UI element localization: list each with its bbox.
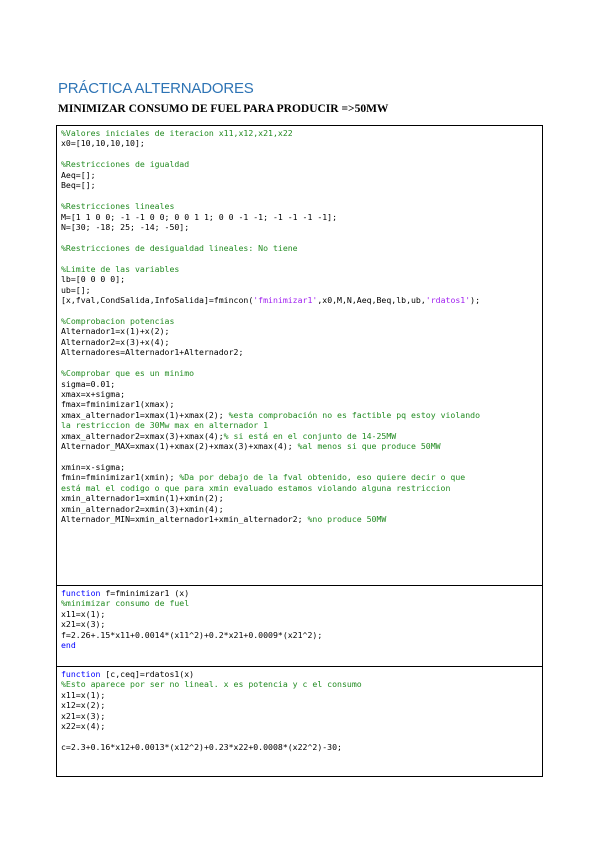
code-comment: %Restricciones de igualdad — [61, 159, 190, 170]
code-text: Alternador_MIN=xmin_alternador1+xmin_alternador2; — [61, 514, 308, 525]
code-line — [61, 295, 538, 305]
code-line — [61, 274, 538, 284]
code-line — [61, 462, 538, 472]
code-text: xmax_alternador1=xmax(1)+xmax(2); — [61, 409, 229, 420]
code-string: 'rdatos1' — [425, 295, 471, 305]
code-keyword: function — [61, 588, 101, 598]
code-line — [61, 588, 538, 598]
code-line — [61, 379, 538, 389]
code-line — [61, 504, 538, 514]
code-text: x0=[10,10,10,10]; — [61, 138, 145, 149]
code-line — [61, 472, 538, 482]
code-line — [61, 514, 538, 524]
code-text: x22=x(4); — [61, 721, 106, 732]
code-text: N=[30; -18; 25; -14; -50]; — [61, 221, 190, 232]
code-text: ub=[]; — [61, 284, 91, 295]
code-line — [61, 347, 538, 357]
code-text: Aeq=[]; — [61, 169, 96, 180]
code-line — [61, 609, 538, 619]
code-text: Alternador2=x(3)+x(4); — [61, 336, 170, 347]
code-line — [61, 399, 538, 409]
code-line — [61, 212, 538, 222]
code-text: [c,ceq]=rdatos1(x) — [100, 669, 195, 679]
code-line — [61, 222, 538, 232]
code-line — [61, 316, 538, 326]
code-comment: % si está en el conjunto de 14-25MW — [223, 430, 397, 441]
code-text: lb=[0 0 0 0]; — [61, 274, 126, 285]
code-line — [61, 420, 538, 430]
code-comment: la restriccion de 30Mw max en alternador 1 — [61, 420, 269, 431]
code-line — [61, 711, 538, 721]
code-text: f=fminimizar1 (x) — [100, 588, 190, 598]
code-line — [61, 493, 538, 503]
code-text: ,x0,M,N,Aeq,Beq,lb,ub, — [317, 295, 426, 305]
code-line — [61, 669, 538, 679]
code-comment: %Comprobar que es un minimo — [61, 368, 195, 379]
code-comment: %Limite de las variables — [61, 263, 180, 274]
main-script-code-block — [56, 125, 543, 586]
code-comment: %minimizar consumo de fuel — [61, 598, 190, 609]
code-line — [61, 201, 538, 211]
code-line — [61, 138, 538, 148]
code-line — [61, 232, 538, 242]
code-comment: %Esto aparece por ser no lineal. x es potencia y c el consumo — [61, 679, 362, 690]
code-line — [61, 721, 538, 731]
section-heading: MINIMIZAR CONSUMO DE FUEL PARA PRODUCIR =>50MW — [58, 103, 389, 115]
page-title: PRÁCTICA ALTERNADORES — [58, 80, 254, 97]
code-text: Beq=[]; — [61, 180, 96, 191]
code-comment: está mal el codigo o que para xmin evaluado estamos violando alguna restriccion — [61, 482, 451, 493]
code-line — [61, 159, 538, 169]
fminimizar1-function-code-block — [56, 586, 543, 667]
code-line — [61, 431, 538, 441]
rdatos1-function-code-block — [56, 667, 543, 777]
code-line — [61, 389, 538, 399]
code-line — [61, 630, 538, 640]
code-text: xmin_alternador1=xmin(1)+xmin(2); — [61, 493, 224, 504]
code-text: xmax_alternador2=xmax(3)+xmax(4); — [61, 430, 224, 441]
code-line — [61, 191, 538, 201]
code-string: 'fminimizar1' — [253, 295, 318, 305]
code-line — [61, 243, 538, 253]
code-text: x12=x(2); — [61, 700, 106, 711]
code-comment: %Restricciones de desigualdad lineales: No tiene — [61, 242, 298, 253]
code-line — [61, 679, 538, 689]
code-line — [61, 690, 538, 700]
code-text: x11=x(1); — [61, 689, 106, 700]
code-line — [61, 732, 538, 742]
code-line — [61, 619, 538, 629]
code-line — [61, 700, 538, 710]
code-keyword: end — [61, 640, 76, 651]
code-line — [61, 285, 538, 295]
code-line — [61, 253, 538, 263]
code-text: Alternador1=x(1)+x(2); — [61, 326, 170, 337]
code-line — [61, 640, 538, 650]
code-text: ); — [470, 295, 481, 305]
code-text: M=[1 1 0 0; -1 -1 0 0; 0 0 1 1; 0 0 -1 -1; -1 -1 -1 -1]; — [61, 211, 338, 222]
code-line — [61, 368, 538, 378]
code-text: Alternadores=Alternador1+Alternador2; — [61, 347, 244, 358]
code-text: fmin=fminimizar1(xmin); — [61, 472, 180, 483]
code-text: sigma=0.01; — [61, 378, 116, 389]
code-comment: %no produce 50MW — [307, 514, 387, 525]
code-keyword: function — [61, 669, 101, 679]
code-line — [61, 264, 538, 274]
code-text: [x,fval,CondSalida,InfoSalida]=fmincon( — [61, 295, 254, 305]
code-text: c=2.3+0.16*x12+0.0013*(x12^2)+0.23*x22+0.0008*(x22^2)-30; — [61, 742, 342, 753]
code-line — [61, 598, 538, 608]
code-comment: %Da por debajo de la fval obtenido, eso quiere decir o que — [179, 472, 466, 483]
code-text: f=2.26+.15*x11+0.0014*(x11^2)+0.2*x21+0.0009*(x21^2); — [61, 629, 323, 640]
code-comment: %esta comprobación no es factible pq estoy violando — [228, 409, 481, 420]
code-line — [61, 149, 538, 159]
code-comment: %al menos si que produce 50MW — [297, 441, 441, 452]
code-line — [61, 170, 538, 180]
code-text: fmax=fminimizar1(xmax); — [61, 399, 175, 410]
code-line — [61, 326, 538, 336]
code-line — [61, 410, 538, 420]
code-text: xmin_alternador2=xmin(3)+xmin(4); — [61, 503, 224, 514]
code-line — [61, 742, 538, 752]
code-text: xmin=x-sigma; — [61, 462, 126, 472]
code-text: xmax=x+sigma; — [61, 388, 126, 399]
code-line — [61, 441, 538, 451]
code-line — [61, 358, 538, 368]
code-line — [61, 180, 538, 190]
code-line — [61, 128, 538, 138]
code-text: x21=x(3); — [61, 710, 106, 721]
code-line — [61, 337, 538, 347]
code-comment: %Valores iniciales de iteracion x11,x12,x21,x22 — [61, 128, 293, 138]
code-comment: %Restricciones lineales — [61, 201, 175, 212]
code-comment: %Comprobacion potencias — [61, 315, 175, 326]
code-line — [61, 483, 538, 493]
code-text: x11=x(1); — [61, 608, 106, 619]
code-line — [61, 305, 538, 315]
code-line — [61, 452, 538, 462]
code-text: Alternador_MAX=xmax(1)+xmax(2)+xmax(3)+xmax(4); — [61, 441, 298, 452]
code-text: x21=x(3); — [61, 619, 106, 630]
